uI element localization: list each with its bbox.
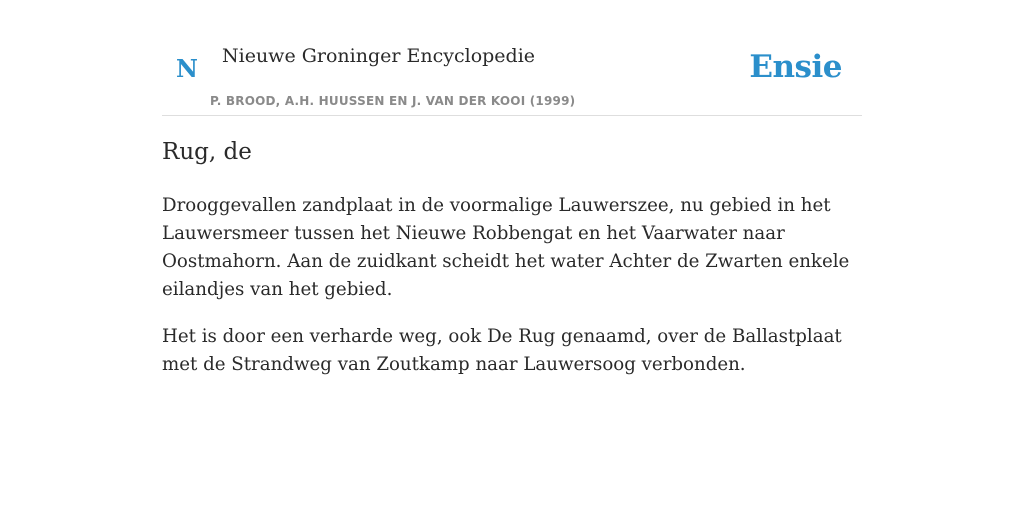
ensie-brand-logo[interactable]: Ensie — [749, 49, 842, 85]
entry-title: Rug, de — [162, 139, 252, 165]
entry-paragraph: Drooggevallen zandplaat in de voormalige Lauwerszee, nu gebied in het Lauwersmeer tussen het Nieuwe Robbengat en het Vaarwater naar Oostmahorn. Aan de zuidkant scheidt het water Achter de Zwarten enkele eilandjes van het gebied. — [162, 195, 850, 300]
entry-card — [162, 0, 862, 512]
source-header — [162, 0, 862, 116]
book-logo-link[interactable]: N — [176, 54, 198, 83]
entry-body — [162, 192, 862, 398]
book-authors: P. BROOD, A.H. HUUSSEN EN J. VAN DER KOOI (1999) — [210, 94, 576, 108]
book-title[interactable]: Nieuwe Groninger Encyclopedie — [222, 45, 536, 67]
entry-paragraph: Het is door een verharde weg, ook De Rug genaamd, over de Ballastplaat met de Strandweg van Zoutkamp naar Lauwersoog verbonden. — [162, 326, 842, 375]
